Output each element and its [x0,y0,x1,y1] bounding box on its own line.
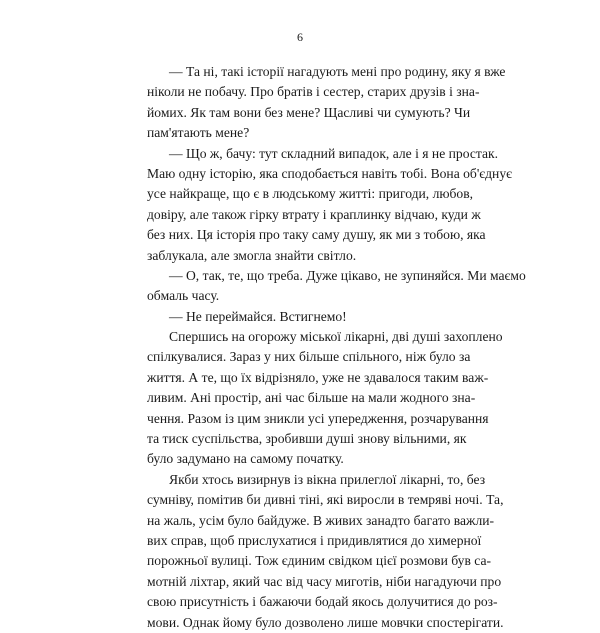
text-line: Якби хтось визирнув із вікна прилеглої лікарні, то, без [169,471,486,487]
text-line: — Не переймайся. Встигнемо! [169,308,347,324]
text-line: усе найкраще, що є в людському житті: пригоди, любов, [147,186,474,202]
text-line: порожньої вулиці. Тож єдиним свідком цієї розмови був са- [147,553,492,569]
text-line: обмаль часу. [147,288,220,304]
text-line: пам'ятають мене? [147,125,250,141]
page-number: 6 [297,30,303,44]
text-line: Маю одну історію, яка сподобається навіть тобі. Вона об'єднує [147,165,512,181]
text-line: мови. Однак йому було дозволено лише мовчки спостерігати. [147,614,504,630]
text-line: свою присутність і бажаючи бодай якось долучитися до роз- [147,594,498,610]
text-line: на жаль, усім було байдуже. В живих занадто багато важли- [147,512,495,528]
text-line: було задумано на самому початку. [147,451,344,467]
text-line: чення. Разом із цим зникли усі упередження, розчарування [147,410,489,426]
text-line: без них. Ця історія про таку саму душу, як ми з тобою, яка [147,227,486,243]
text-line: заблукала, але змогла знайти світло. [147,247,357,263]
text-line: мотній ліхтар, який час від часу миготів, ніби нагадуючи про [147,573,502,589]
text-line: спілкувалися. Зараз у них більше спільного, ніж було за [147,349,471,365]
text-line: Спершись на огорожу міської лікарні, дві душі захоплено [169,329,503,345]
text-line: — О, так, те, що треба. Дуже цікаво, не зупиняйся. Ми маємо [169,267,526,283]
text-line: та тиск суспільства, зробивши душі знову вільними, як [147,431,467,447]
text-line: сумніву, помітив би дивні тіні, які виросли в темряві ночі. Та, [147,492,504,508]
text-line: — Та ні, такі історії нагадують мені про родину, яку я вже [169,64,506,79]
body-text [147,62,526,633]
text-line: ливим. Ані простір, ані час більше на мали жодного зна- [147,390,476,406]
text-line: йомих. Як там вони без мене? Щасливі чи сумують? Чи [147,104,471,120]
text-line: вих справ, щоб прислухатися і придивлятися до химерної [147,532,482,548]
text-line: ніколи не побачу. Про братів і сестер, старих друзів і зна- [147,84,480,100]
text-line: — Що ж, бачу: тут складний випадок, але і я не простак. [169,145,499,161]
text-line: життя. А те, що їх відрізняло, уже не здавалося таким важ- [147,369,489,385]
text-line: довіру, але також гірку втрату і краплинку відчаю, куди ж [147,206,481,222]
